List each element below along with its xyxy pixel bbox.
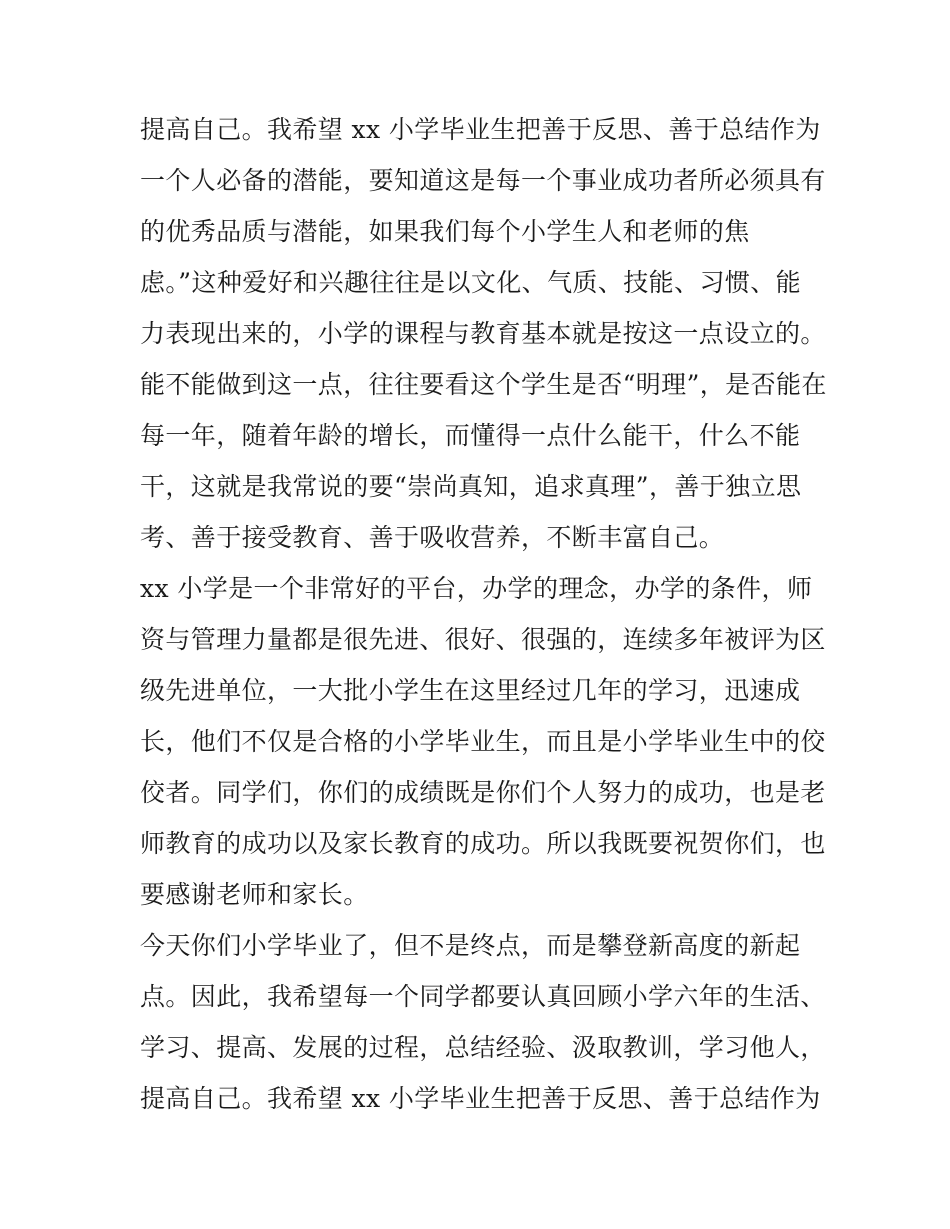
text-line: 考、善于接受教育、善于吸收营养，不断丰富自己。 — [140, 523, 725, 552]
text-line: 级先进单位，一大批小学生在这里经过几年的学习，迅速成 — [140, 676, 801, 705]
text-line: 力表现出来的，小学的课程与教育基本就是按这一点设立的。 — [140, 319, 826, 348]
text-line: 的优秀品质与潜能，如果我们每个小学生人和老师的焦 — [140, 217, 750, 246]
text-line: 今天你们小学毕业了，但不是终点，而是攀登新高度的新起 — [140, 931, 801, 960]
text-line: 干，这就是我常说的要“崇尚真知，追求真理”，善于独立思 — [140, 472, 802, 501]
text-line: 提高自己。我希望 xx 小学毕业生把善于反思、善于总结作为 — [140, 115, 821, 144]
text-line: 资与管理力量都是很先进、很好、很强的，连续多年被评为区 — [140, 625, 826, 654]
text-line: xx 小学是一个非常好的平台，办学的理念，办学的条件，师 — [140, 574, 813, 603]
text-line: 师教育的成功以及家长教育的成功。所以我既要祝贺你们，也 — [140, 829, 826, 858]
text-line: 学习、提高、发展的过程，总结经验、汲取教训，学习他人， — [140, 1033, 826, 1062]
text-line: 每一年，随着年龄的增长，而懂得一点什么能干，什么不能 — [140, 421, 801, 450]
text-line: 能不能做到这一点，往往要看这个学生是否“明理”，是否能在 — [140, 370, 827, 399]
text-line: 虑。”这种爱好和兴趣往往是以文化、气质、技能、习惯、能 — [140, 268, 802, 297]
body-text — [140, 104, 827, 1124]
text-line: 佼者。同学们，你们的成绩既是你们个人努力的成功，也是老 — [140, 778, 826, 807]
text-line: 提高自己。我希望 xx 小学毕业生把善于反思、善于总结作为 — [140, 1084, 821, 1113]
text-line: 长，他们不仅是合格的小学毕业生，而且是小学毕业生中的佼 — [140, 727, 826, 756]
text-line: 一个人必备的潜能，要知道这是每一个事业成功者所必须具有 — [140, 166, 826, 195]
text-line: 点。因此，我希望每一个同学都要认真回顾小学六年的生活、 — [140, 982, 826, 1011]
text-line: 要感谢老师和家长。 — [140, 880, 369, 909]
